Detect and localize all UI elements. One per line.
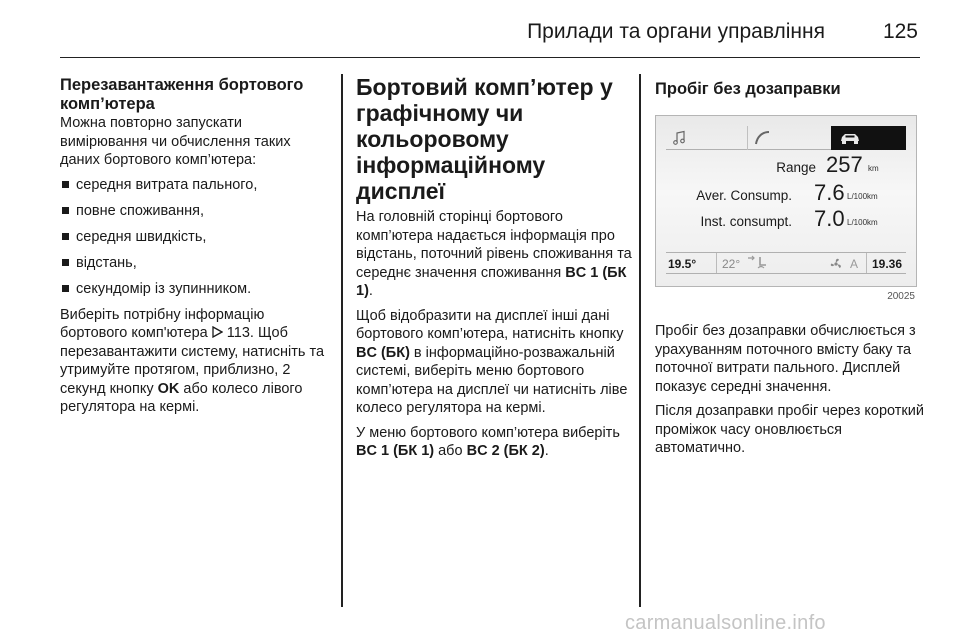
inst-consumption-label: Inst. consumpt.: [700, 214, 792, 229]
section-heading-range: Пробіг без дозаправки: [655, 80, 841, 98]
seat-heating-icon: [746, 255, 768, 274]
avg-consumption-unit: L/100km: [847, 192, 878, 201]
bullet-square-icon: [62, 259, 69, 266]
list-item: середня витрата пального,: [60, 176, 330, 194]
avg-consumption-value: 7.6: [814, 180, 845, 205]
status-divider: [716, 253, 717, 273]
figure-code: 20025: [887, 291, 915, 302]
range-label: Range: [776, 160, 816, 175]
reset-intro-text: Можна повторно запускати вимірювання чи обчислення таких даних бортового комп’ютера:: [60, 115, 291, 168]
bullet-square-icon: [62, 207, 69, 214]
fan-icon: [828, 256, 844, 275]
list-item: середня швидкість,: [60, 228, 330, 246]
display-para-3: У меню бортового комп’ютера виберіть BC 1 (БК 1) або BC 2 (БК 2).: [356, 424, 620, 459]
page-reference-arrow-icon: [212, 325, 223, 341]
bullet-square-icon: [62, 233, 69, 240]
range-para-1: Пробіг без дозаправки обчислюється з урахуванням поточного вмісту баку та поточної витрати пального. Дисплей показує середні значення.: [655, 323, 916, 395]
avg-consumption-label: Aver. Consump.: [696, 188, 792, 203]
display-para-2: Щоб відобразити на дисплеї інші дані бортового комп’ютера, натисніть кнопку BC (БК) в інформаційно-розважальній системі, виберіть меню бортового комп’ютера на дисплеї чи натисніть ліве колесо регулятора на кермі.: [356, 307, 628, 416]
tab-audio: [666, 126, 748, 150]
range-para-2: Після дозаправки пробіг через короткий проміжок часу оновлюється автоматично.: [655, 403, 924, 456]
section-heading-display: Бортовий комп’ютер у графічному чи кольоровому інформаційному дисплеї: [356, 74, 613, 204]
reset-instructions-text: Виберіть потрібну інформацію бортового комп'ютера 113. Щоб перезавантажити систему, натисніть та утримуйте протягом, приблизно, 2 секунд кнопку OK або колесо лівого регулятора на кермі.: [60, 306, 325, 415]
section-heading-reset: Перезавантаження бортового комп’ютера: [60, 76, 304, 113]
ok-button-label: OK: [157, 380, 180, 397]
temperature-left: 19.5°: [668, 257, 697, 271]
inst-consumption-unit: L/100km: [847, 218, 878, 227]
info-display-figure: [655, 115, 917, 310]
inst-consumption-value: 7.0: [814, 206, 845, 231]
column-graphic-display: [356, 74, 632, 467]
display-tab-bar: [666, 126, 906, 150]
range-value: 257: [826, 152, 863, 177]
page-header: [60, 14, 920, 58]
bullet-square-icon: [62, 285, 69, 292]
fan-auto-label: A: [850, 257, 859, 271]
status-divider: [866, 253, 867, 273]
reset-items-list: [60, 176, 330, 298]
list-item: секундомір із зупинником.: [60, 280, 330, 298]
tab-phone: [748, 126, 831, 150]
column-divider: [341, 74, 343, 607]
page-number: 125: [882, 20, 918, 43]
list-item: відстань,: [60, 254, 330, 272]
display-para-1: На головній сторінці бортового комп’ютера надається інформація про відстань, поточний рівень споживання та середнє значення споживання BC 1 (БК 1).: [356, 209, 632, 299]
header-title: Прилади та органи управління: [527, 20, 825, 43]
range-unit: km: [868, 164, 879, 173]
watermark-text: carmanualsonline.info: [625, 612, 826, 634]
column-reset: [60, 76, 330, 423]
clock-time: 19.36: [871, 257, 902, 271]
tab-vehicle: [831, 126, 906, 150]
list-item: повне споживання,: [60, 202, 330, 220]
display-status-bar: [666, 252, 906, 274]
column-divider: [639, 74, 641, 607]
info-display-screen: [655, 115, 917, 287]
column-range: [655, 76, 930, 464]
bullet-square-icon: [62, 181, 69, 188]
temperature-right: 22°: [722, 257, 741, 271]
